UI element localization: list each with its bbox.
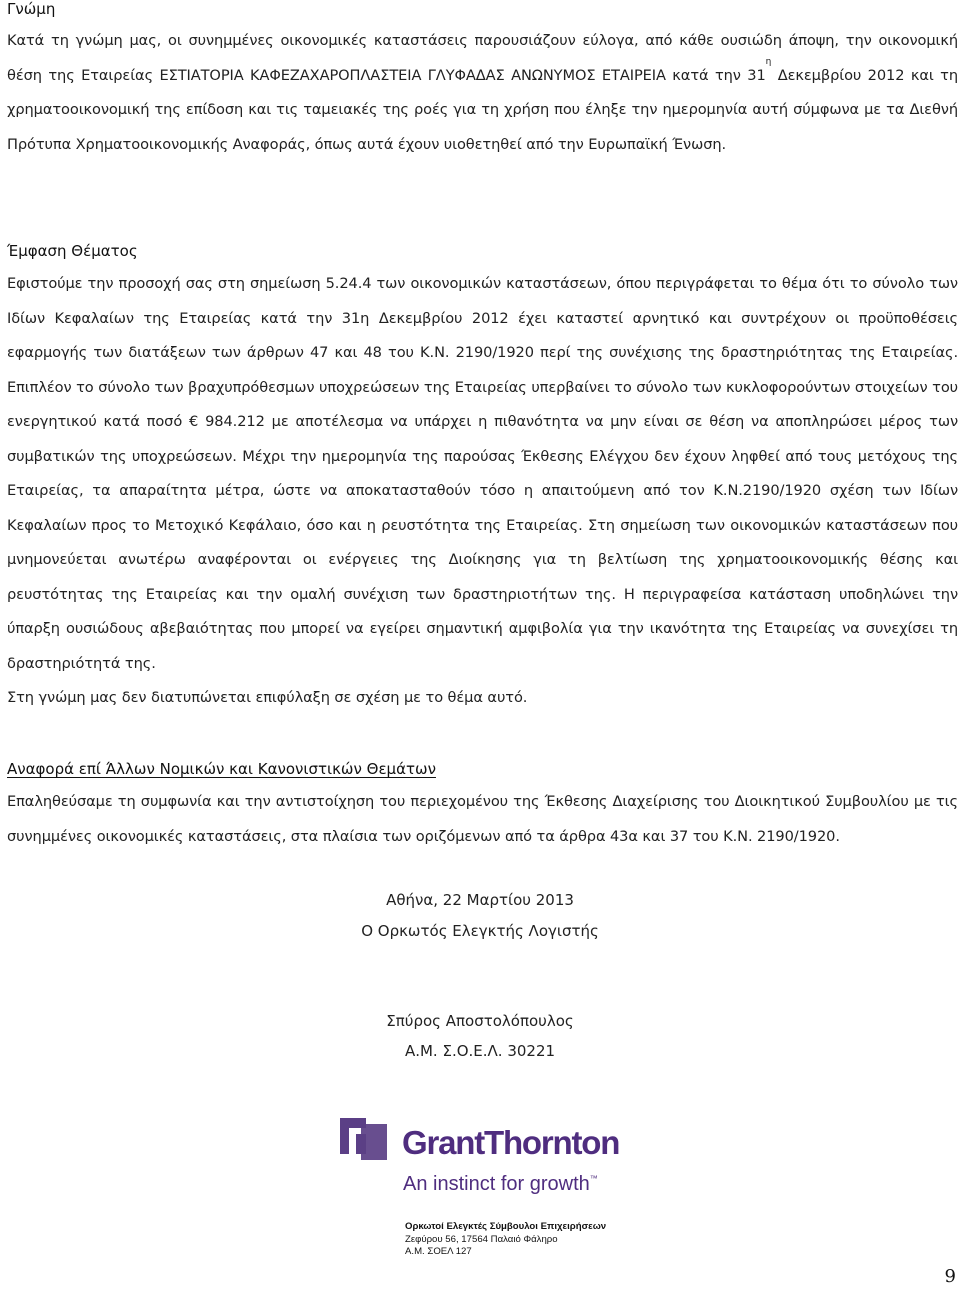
legal-paragraph: Επαληθεύσαμε τη συμφωνία και την αντιστοίχηση του περιεχομένου της Έκθεσης Διαχείρισης του Διοικητικού Συμβουλίου με τις συνημμένες οικονομικές καταστάσεις, στα πλαίσια των οριζόμενων από τα άρθρα 43α και 37 του Κ.Ν. 2190/1920. <box>7 793 958 845</box>
opinion-text-end: Δεκεμβρίου 2012 και τη χρηματοοικονομική της επίδοση και τις ταμειακές της ροές για τη χρήση που έληξε την ημερομηνία αυτή σύμφωνα με τα Διεθνή Πρότυπα Χρηματοοικονομικής Αναφοράς, όπως αυτά έχουν υιοθετηθεί από την Ευρωπαϊκή Ένωση. <box>7 66 958 153</box>
ordinal-superscript: η <box>765 56 772 67</box>
signature-name: Σπύρος Αποστολόπουλος <box>386 1012 574 1030</box>
firm-registration: Α.Μ. ΣΟΕΛ 127 <box>405 1246 472 1257</box>
logo-tagline-text: An instinct for growth <box>403 1173 590 1195</box>
signature-place-date: Αθήνα, 22 Μαρτίου 2013 <box>386 891 574 909</box>
emphasis-paragraph: Εφιστούμε την προσοχή σας στη σημείωση 5.24.4 των οικονομικών καταστάσεων, όπου περιγράφεται το θέμα ότι το σύνολο των Ιδίων Κεφαλαίων της Εταιρείας κατά την 31η Δεκεμβρίου 2012 έχει καταστεί αρνητικό και συντρέχουν οι προϋποθέσεις εφαρμογής των διατάξεων των άρθρων 47 και 48 του Κ.Ν. 2190/1920 περί της συνέχισης της δραστηριότητας της Εταιρείας. Επιπλέον το σύνολο των βραχυπρόθεσμων υποχρεώσεων της Εταιρείας υπερβαίνει το σύνολο των κυκλοφορούντων στοιχείων του ενεργητικού κατά ποσό € 984.212 με αποτέλεσμα να υπάρχει η πιθανότητα να μην είναι σε θέση να αποπληρώσει μέρος των συμβατικών της υποχρεώσεων. Μέχρι την ημερομηνία της παρούσας Έκθεσης Ελέγχου δεν έχουν ληφθεί από τους μετόχους της Εταιρείας, τα απαραίτητα μέτρα, ώστε να αποκατασταθούν τόσο η απαιτούμενη από τον Κ.Ν.2190/1920 σχέση των Ιδίων Κεφαλαίων προς το Μετοχικό Κεφάλαιο, όσο και η ρευστότητα της Εταιρείας. Στη σημείωση των οικονομικών καταστάσεων που μνημονεύεται ανωτέρω αναφέρονται οι ενέργειες της Διοίκησης για τη βελτίωση της χρηματοοικονομικής θέσης και ρευστότητας της Εταιρείας και την ομαλή συνέχιση των δραστηριοτήτων της. Η περιγραφείσα κατάσταση υποδηλώνει την ύπαρξη ουσιώδους αβεβαιότητας που μπορεί να εγείρει σημαντική αμφιβολία για την ικανότητα της Εταιρείας να συνεχίσει τη δραστηριότητά της. <box>7 275 958 672</box>
logo-tagline <box>403 1173 598 1195</box>
logo-brand-text: GrantThornton <box>402 1124 620 1161</box>
page-number: 9 <box>944 1266 956 1287</box>
grant-thornton-logo <box>340 1118 630 1204</box>
emphasis-heading: Έμφαση Θέματος <box>7 242 138 260</box>
signature-role: Ο Ορκωτός Ελεγκτής Λογιστής <box>361 922 599 940</box>
emphasis-block <box>7 267 958 716</box>
firm-address: Ζεφύρου 56, 17564 Παλαιό Φάληρο <box>405 1234 558 1245</box>
opinion-paragraph <box>7 24 958 162</box>
emphasis-closing: Στη γνώμη μας δεν διατυπώνεται επιφύλαξη σε σχέση με το θέμα αυτό. <box>7 689 528 706</box>
opinion-text-start: Κατά τη γνώμη μας, οι συνημμένες οικονομικές καταστάσεις παρουσιάζουν εύλογα, από κάθε ουσιώδη άποψη, την οικονομική θέση της Εταιρείας ΕΣΤΙΑΤΟΡΙΑ ΚΑΦΕΖΑΧΑΡΟΠΛΑΣΤΕΙΑ ΓΛΥΦΑΔΑΣ ΑΝΩΝΥΜΟΣ ΕΤΑΙΡΕΙΑ κατά την 31 <box>7 32 958 84</box>
grant-thornton-mark-icon <box>340 1118 387 1160</box>
opinion-heading: Γνώμη <box>7 0 56 18</box>
trademark-mark: ™ <box>589 1174 598 1183</box>
signature-registration: Α.Μ. Σ.Ο.Ε.Λ. 30221 <box>404 1042 556 1060</box>
firm-name: Ορκωτοί Ελεγκτές Σύμβουλοι Επιχειρήσεων <box>405 1221 607 1232</box>
legal-heading: Αναφορά επί Άλλων Νομικών και Κανονιστικών Θεμάτων <box>7 760 436 778</box>
